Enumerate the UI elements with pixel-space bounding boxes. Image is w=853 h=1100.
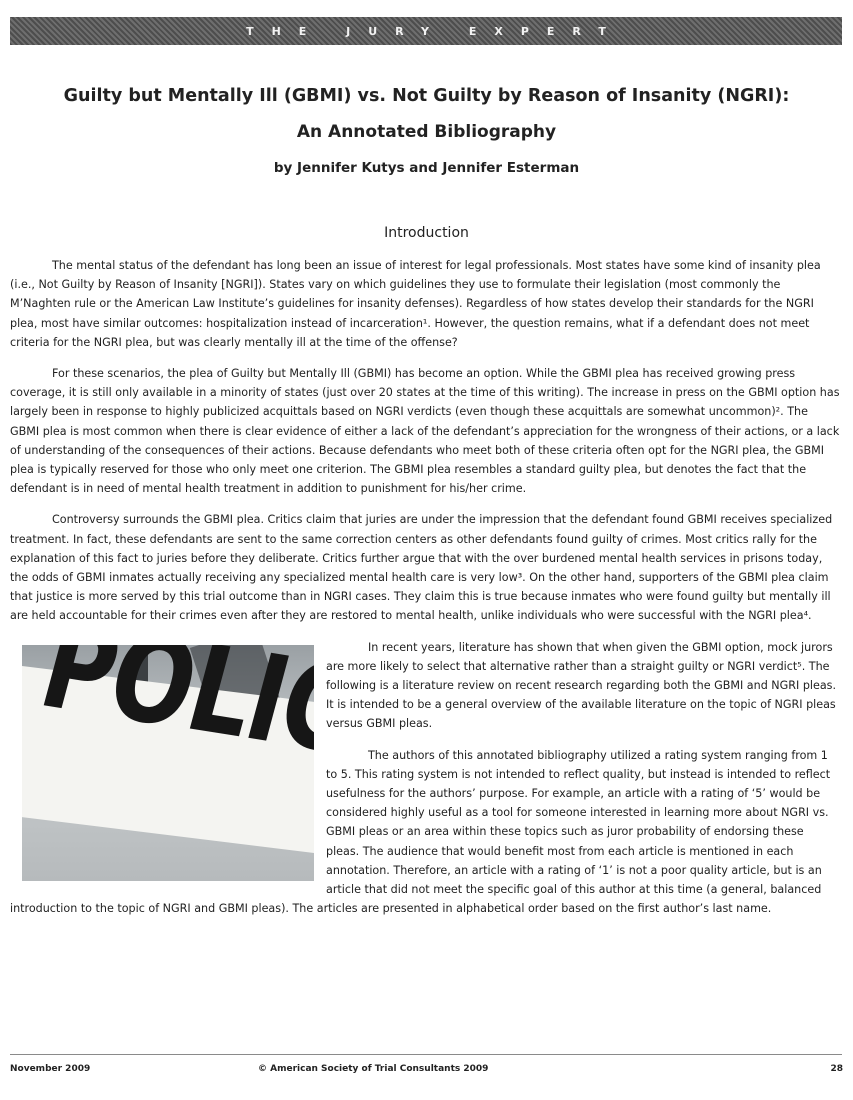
paragraph-1: The mental status of the defendant has long been an issue of interest for legal professionals. Most states have some kind of insanity plea (i.e., Not Guilty by Reason of Insanity [NGRI]). States vary on which guidelines they use to formulate their legislation (most commonly the M’Naghten rule or the American Law Institute’s guidelines for insanity defenses). Regardless of how states develop their standards for the NGRI plea, most have similar outcomes: hospitalization instead of incarceration¹. However, the question remains, what if a defendant does not meet criteria for the NGRI plea, but was clearly mentally ill at the time of the offense?: [10, 259, 821, 349]
journal-banner: [10, 17, 842, 45]
footer-copyright: © American Society of Trial Consultants 2009: [258, 1064, 489, 1074]
article-body: [10, 256, 840, 931]
journal-banner-text: THE JURY EXPERT: [246, 24, 624, 38]
page-number: 28: [830, 1064, 843, 1074]
paragraph-3: Controversy surrounds the GBMI plea. Critics claim that juries are under the impression that the defendant found GBMI receives specialized treatment. In fact, these defendants are sent to the same correction centers as other defendants found guilty of crimes. Most critics rally for the explanation of this fact to juries before they deliberate. Critics further argue that with the over burdened mental health services in prisons today, the odds of GBMI inmates actually receiving any specialized mental health care is very low³. On the other hand, supporters of the GBMI plea claim that justice is more served by this trial outcome than in NGRI cases. They claim this is true because inmates who were found guilty but mentally ill are held accountable for their crimes even after they are restored to mental health, unlike individuals who were successful with the NGRI plea⁴.: [10, 513, 833, 623]
paragraph-2: For these scenarios, the plea of Guilty but Mentally Ill (GBMI) has become an option. While the GBMI plea has received growing press coverage, it is still only available in a minority of states (just over 20 states at the time of this writing). The increase in press on the GBMI option has largely been in response to highly publicized acquittals based on NGRI verdicts (even though these acquittals are somewhat uncommon)². The GBMI plea is most common when there is clear evidence of either a lack of the defendant’s appreciation for the wrongness of their actions, or a lack of understanding of the consequences of their actions. Because defendants who meet both of these criteria often opt for the NGRI plea, the GBMI plea is typically reserved for those who only meet one criterion. The GBMI plea resembles a standard guilty plea, but denotes the fact that the defendant is in need of mental health treatment in addition to punishment for his/her crime.: [10, 367, 840, 496]
paragraph-4: In recent years, literature has shown that when given the GBMI option, mock jurors are more likely to select that alternative rather than a straight guilty or NGRI verdict⁵. The following is a literature review on recent research regarding both the GBMI and NGRI pleas. It is intended to be a general overview of the available literature on the topic of NGRI pleas versus GBMI pleas.: [326, 640, 837, 731]
police-line-photo: [22, 645, 314, 881]
footer-divider: [10, 1054, 842, 1055]
footer-date: November 2009: [10, 1064, 91, 1074]
article-title: Guilty but Mentally Ill (GBMI) vs. Not Guilty by Reason of Insanity (NGRI):: [63, 86, 790, 106]
paragraph-5: The authors of this annotated bibliography utilized a rating system ranging from 1 to 5. This rating system is not intended to reflect quality, but instead is intended to reflect usefulness for the authors’ purpose. For example, an article with a rating of ‘5’ would be considered highly useful as a tool for someone interested in learning more about NGRI vs. GBMI pleas or an area within these topics such as juror probability of endorsing these pleas. The audience that would benefit most from each article is mentioned in each annotation. Therefore, an article with a rating of ‘1’ is not a poor quality article, but is an article that did not meet the specific goal of this author at this time (a general, balanced introduction to the topic of NGRI and GBMI pleas). The articles are presented in alphabetical order based on the first author’s last name.: [10, 748, 831, 916]
article-subtitle: An Annotated Bibliography: [296, 122, 557, 142]
article-byline: by Jennifer Kutys and Jennifer Esterman: [273, 160, 580, 176]
section-heading-introduction: Introduction: [384, 225, 469, 241]
